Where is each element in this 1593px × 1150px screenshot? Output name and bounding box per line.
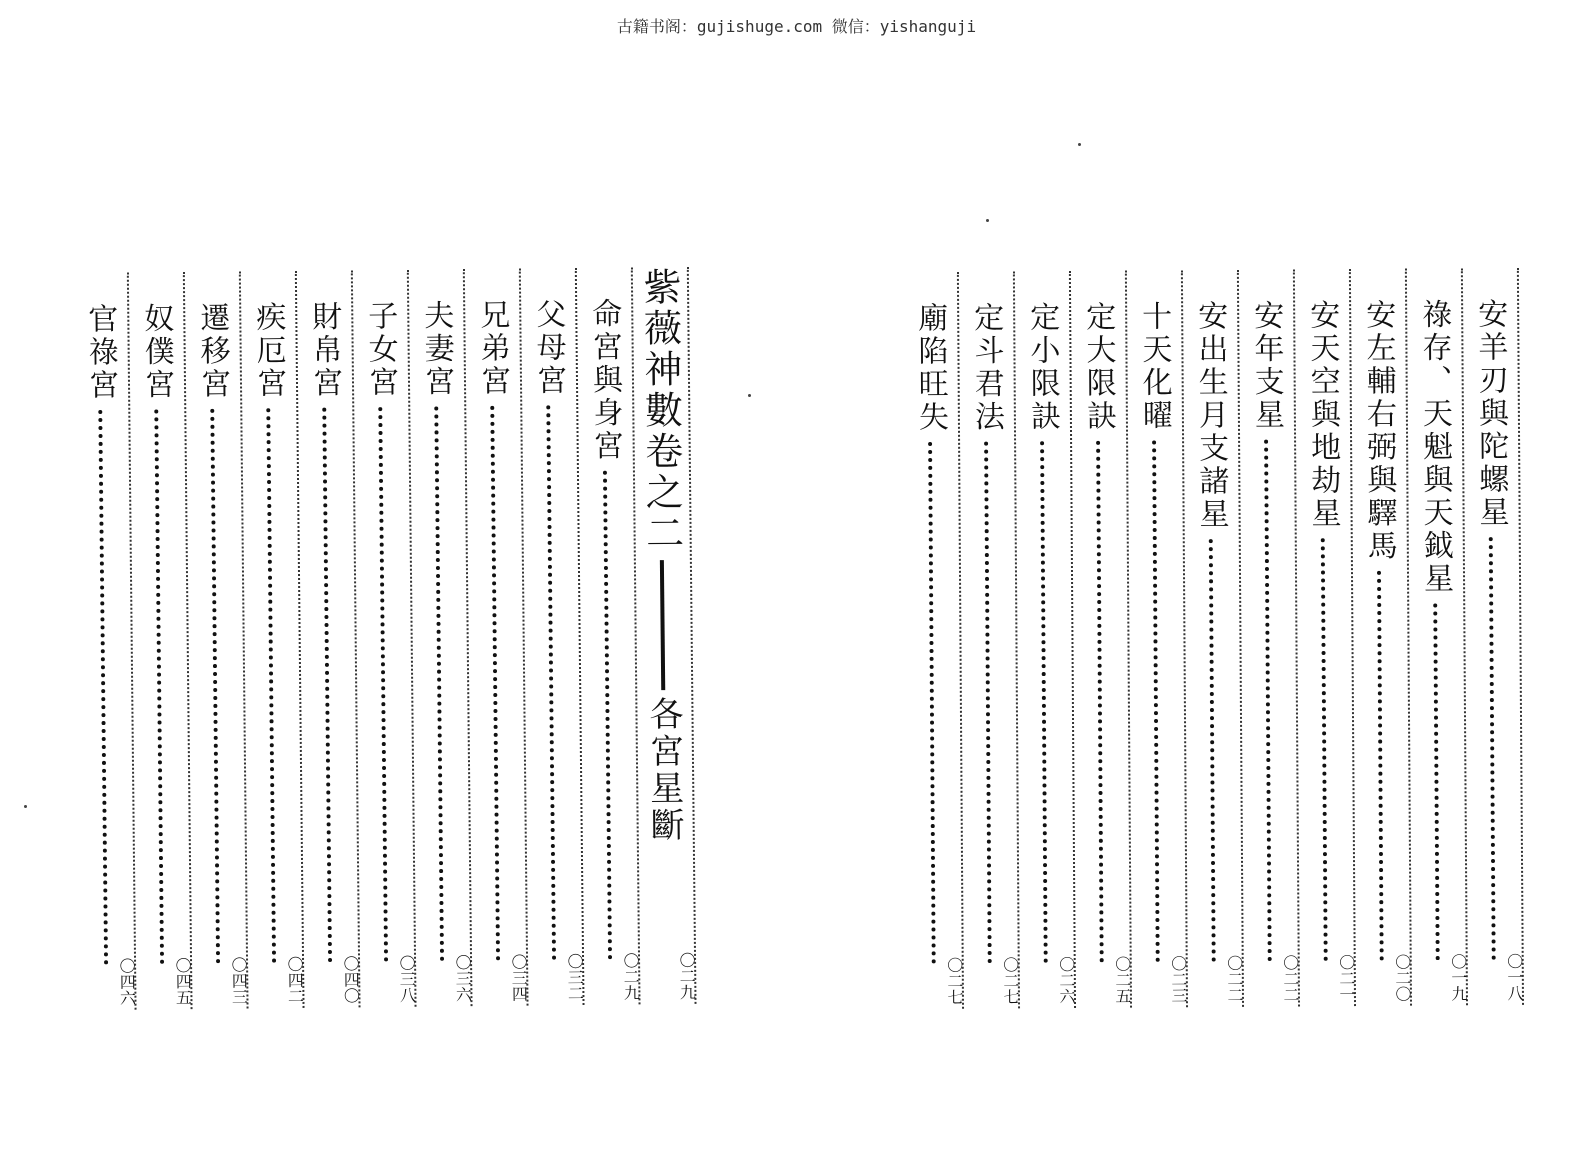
toc-entry[interactable] [957, 271, 1020, 1008]
toc-entry-page: 〇二一 [1336, 954, 1356, 1003]
toc-entry-title: 奴僕宮 [138, 302, 175, 402]
dot-leader [1040, 441, 1048, 963]
dot-leader [378, 407, 388, 962]
toc-entry-title: 兄弟宮 [474, 298, 511, 399]
dot-leader [1152, 440, 1160, 962]
toc-entry[interactable] [183, 272, 249, 1010]
dot-leader [546, 405, 556, 960]
toc-entry[interactable] [1237, 269, 1300, 1006]
dot-leader [1489, 537, 1496, 960]
toc-entry-title: 安羊刃與陀螺星 [1472, 297, 1509, 530]
toc-entry-title: 命宮與身宮 [586, 297, 623, 463]
toc-entry-title: 祿存、天魁與天鉞星 [1416, 298, 1454, 596]
toc-entry-title: 疾厄宮 [250, 301, 287, 401]
scan-speck [986, 219, 989, 222]
toc-entry-page: 〇四三 [229, 956, 249, 1005]
dot-leader [266, 408, 276, 963]
dot-leader [984, 442, 992, 964]
toc-entry[interactable] [1349, 269, 1412, 1006]
toc-entry-title: 十天化曜 [1136, 300, 1173, 433]
toc-entry-page: 〇二三 [1168, 955, 1188, 1004]
toc-entry[interactable] [1125, 270, 1188, 1007]
right-page [891, 0, 1549, 1149]
toc-entry[interactable] [463, 269, 529, 1007]
toc-entry[interactable] [127, 272, 193, 1010]
toc-entry[interactable] [1293, 269, 1356, 1006]
scan-speck [748, 394, 751, 397]
toc-entry[interactable] [901, 272, 964, 1009]
dot-leader [322, 408, 332, 963]
toc-entry-page: 〇一八 [1504, 952, 1524, 1002]
toc-entry-title: 子女宮 [362, 299, 399, 400]
toc-entry-page: 〇三二 [564, 952, 585, 1002]
toc-entry-page: 〇二二 [1280, 954, 1300, 1003]
toc-entry-title: 財帛宮 [306, 300, 343, 400]
scan-speck [1078, 143, 1081, 146]
dot-leader [98, 410, 108, 965]
toc-entry-page: 〇二九 [620, 952, 641, 1001]
toc-entry-title: 安年支星 [1248, 299, 1285, 432]
dot-leader [1321, 538, 1328, 961]
toc-entry[interactable] [575, 267, 641, 1005]
toc-entry-page: 〇四六 [117, 957, 137, 1006]
toc-entry-title: 廟陷旺失 [912, 301, 949, 435]
toc-entry-title: 安左輔右弼與驛馬 [1360, 298, 1397, 564]
toc-entry-page: 〇二二 [1224, 954, 1244, 1003]
toc-entry-title: 父母宮 [530, 298, 567, 398]
dot-leader [434, 406, 444, 961]
toc-entry[interactable] [1069, 271, 1132, 1008]
dot-leader [603, 471, 612, 960]
toc-entry[interactable] [519, 268, 585, 1006]
toc-entry-title: 官祿宮 [82, 302, 119, 403]
toc-entry[interactable] [1013, 271, 1076, 1008]
dot-leader [210, 409, 220, 964]
toc-entry-page: 〇三八 [396, 954, 417, 1003]
toc-entry-title: 定小限訣 [1024, 301, 1061, 434]
toc-entry-title: 安天空與地劫星 [1304, 299, 1341, 531]
toc-entry-title: 定斗君法 [968, 301, 1005, 434]
toc-entry[interactable] [1405, 268, 1468, 1005]
left-page [54, 0, 726, 1150]
scan-speck [24, 805, 27, 808]
toc-entry-page: 〇四五 [173, 957, 193, 1006]
toc-entry-page: 〇二五 [1112, 955, 1133, 1004]
toc-entry-page: 〇二〇 [1392, 953, 1412, 1002]
volume-subtitle: 各宮星斷 [642, 695, 685, 845]
dot-leader [1209, 539, 1216, 962]
watermark-text: 古籍书阁：gujishuge.com 微信：yishanguji [616, 17, 977, 36]
toc-entry[interactable] [239, 271, 305, 1009]
toc-entry-title: 夫妻宮 [418, 299, 455, 399]
toc-entry-title: 定大限訣 [1080, 300, 1117, 433]
toc-entry-page: 〇四〇 [340, 955, 361, 1004]
dot-leader [490, 406, 500, 961]
toc-entry-page: 〇三六 [452, 954, 473, 1003]
volume-title: 紫薇神數卷之二 [636, 266, 684, 555]
volume-title-column [631, 267, 697, 1005]
toc-entry-page: 〇三四 [508, 953, 529, 1002]
dot-leader [1377, 571, 1384, 961]
toc-entry-page: 〇一九 [1448, 953, 1468, 1002]
toc-entry[interactable] [71, 273, 137, 1011]
dot-leader [928, 442, 936, 964]
toc-entry-title: 遷移宮 [194, 301, 231, 402]
toc-entry[interactable] [1181, 270, 1244, 1007]
toc-entry-page: 〇二七 [1000, 956, 1021, 1005]
toc-entry-page: 〇二六 [1056, 956, 1077, 1005]
title-dash [660, 560, 665, 690]
dot-leader [154, 409, 164, 964]
toc-entry-title: 安出生月支諸星 [1192, 299, 1229, 532]
dot-leader [1096, 441, 1104, 963]
toc-entry[interactable] [1461, 268, 1524, 1005]
toc-entry[interactable] [295, 270, 361, 1008]
dot-leader [1264, 440, 1272, 962]
toc-entry-page: 〇四二 [285, 955, 305, 1005]
toc-entry[interactable] [351, 270, 417, 1008]
volume-page-number: 〇二九 [676, 951, 697, 1001]
toc-entry[interactable] [407, 269, 473, 1007]
toc-entry-page: 〇二七 [944, 956, 965, 1005]
dot-leader [1433, 603, 1439, 960]
